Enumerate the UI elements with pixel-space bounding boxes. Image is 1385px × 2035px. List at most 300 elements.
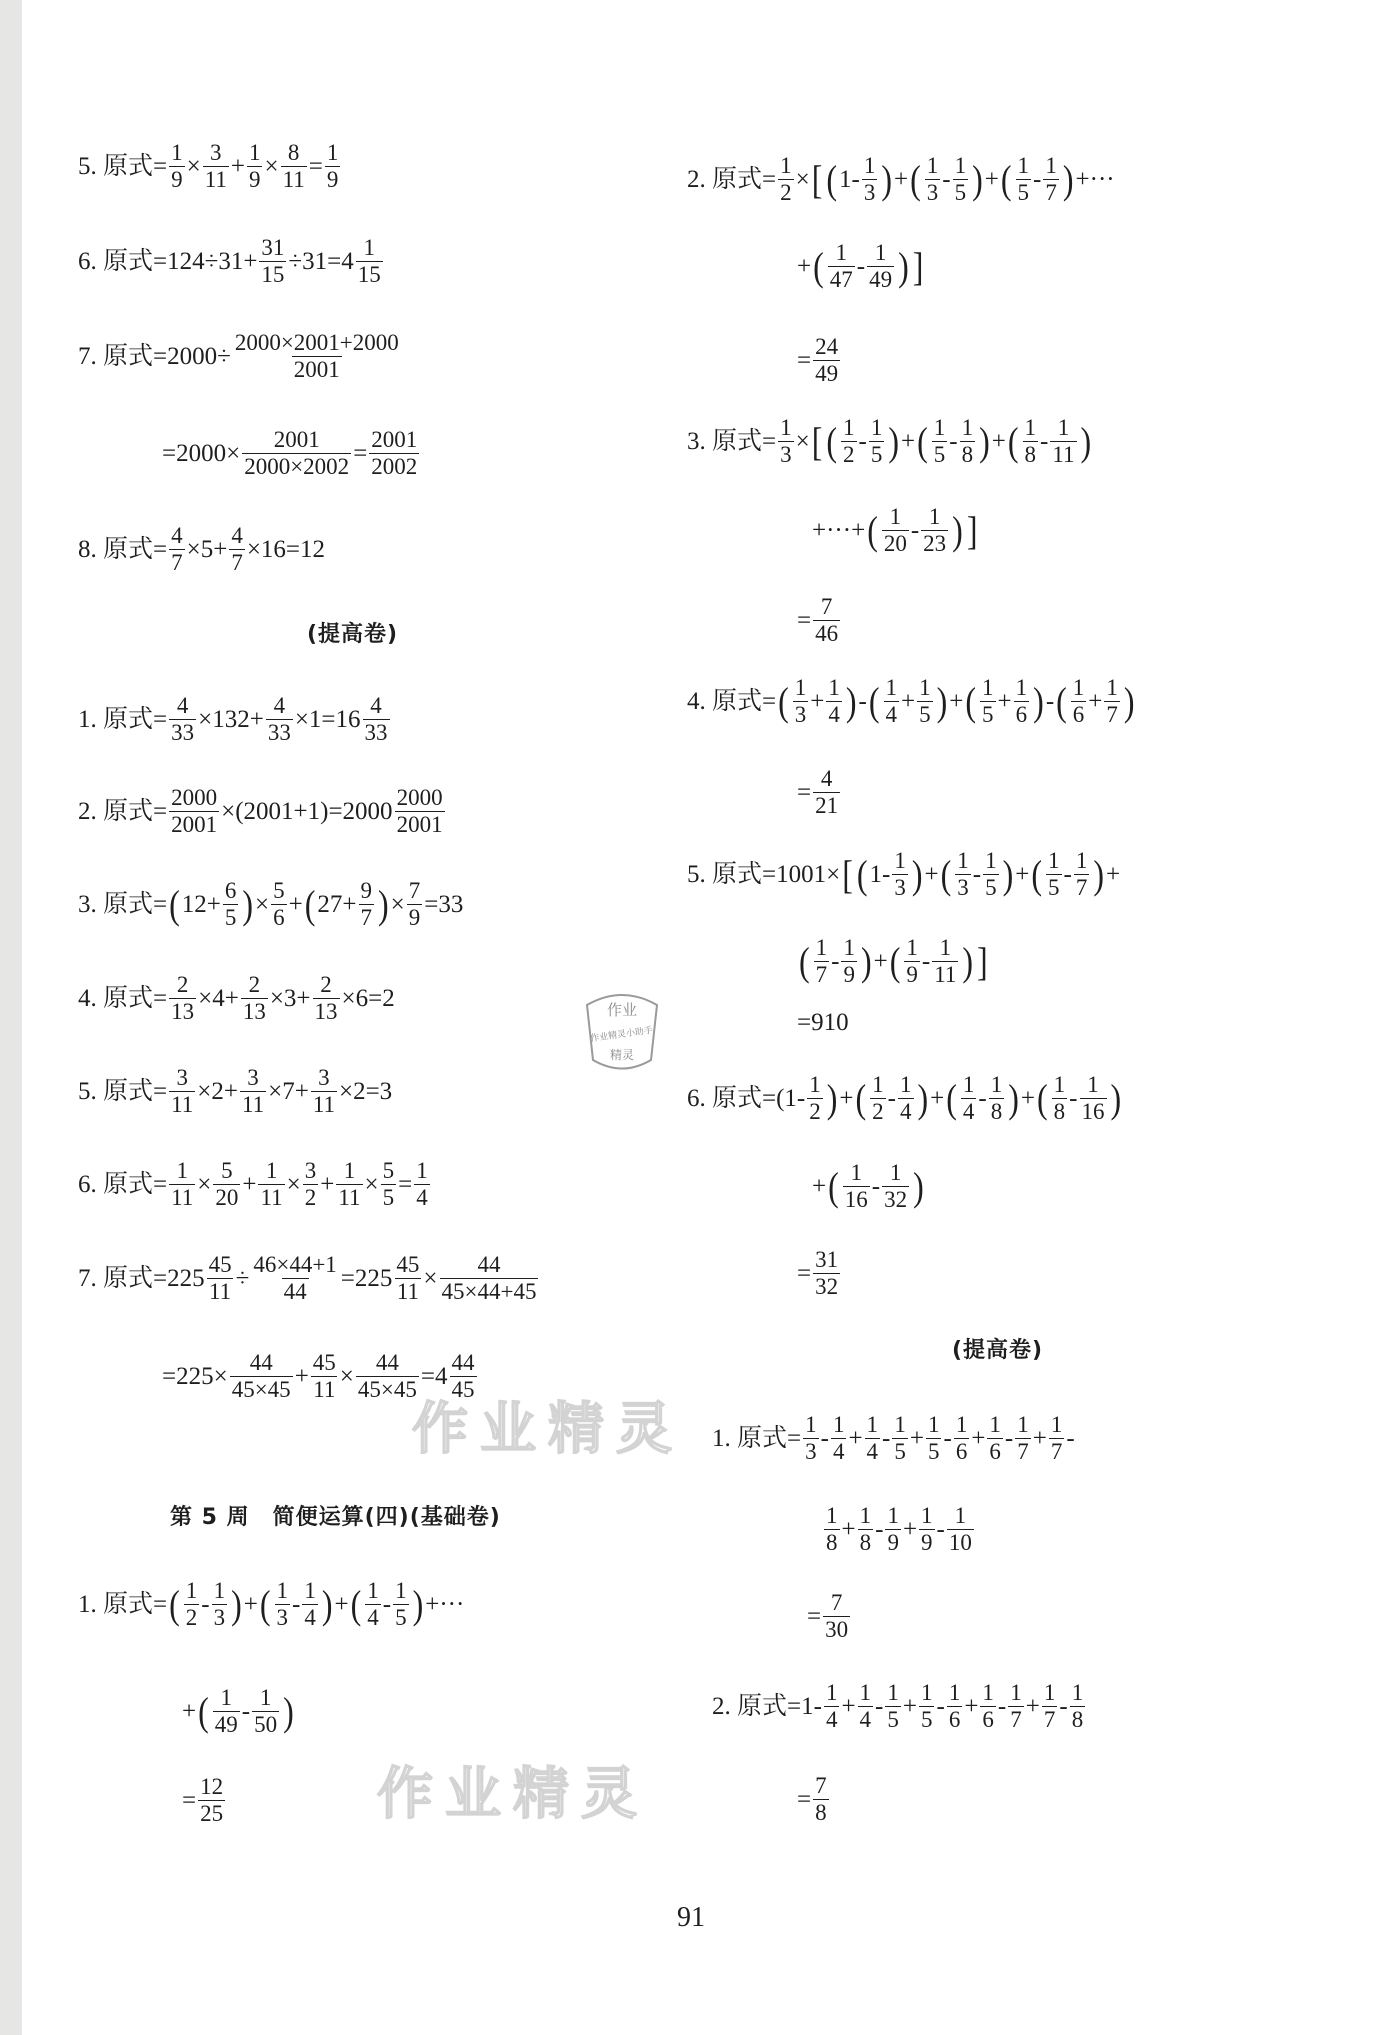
numerator: 7 (815, 1773, 827, 1798)
denominator: 4 (828, 701, 840, 727)
bracket-close: ] (912, 243, 924, 289)
denominator: 2 (185, 1604, 198, 1630)
denominator: 4 (304, 1604, 316, 1630)
denominator: 11 (171, 1184, 194, 1210)
op: + (839, 1084, 854, 1112)
denominator: 5 (933, 441, 946, 467)
denominator: 25 (200, 1800, 224, 1826)
denominator: 32 (815, 1273, 839, 1299)
numerator: 3 (210, 140, 222, 165)
denominator: 6 (1072, 701, 1085, 727)
numerator: 1 (887, 1503, 899, 1528)
denominator: 49 (214, 1711, 238, 1737)
numerator: 1 (171, 140, 183, 165)
label: 3. 原式= (687, 427, 777, 455)
paren-close: ) (911, 851, 923, 897)
denominator: 21 (815, 792, 839, 818)
op: ×6=2 (341, 984, 395, 1012)
op: ×2=3 (338, 1077, 393, 1105)
fraction (258, 1158, 284, 1211)
label: 2. 原式= (687, 165, 777, 193)
denominator: 7 (1050, 1438, 1063, 1464)
fraction (803, 1412, 819, 1465)
fraction (251, 1252, 338, 1305)
label: =2000× (162, 439, 241, 467)
denominator: 5 (985, 874, 997, 900)
paren-open: ( (867, 507, 878, 553)
numerator: 1 (304, 1578, 316, 1603)
op: - (871, 1172, 881, 1200)
numerator: 1 (957, 848, 969, 873)
denominator: 5 (1048, 874, 1060, 900)
fraction (917, 675, 933, 728)
numerator: 1 (926, 153, 939, 178)
op: + (902, 1515, 918, 1543)
op: ÷31=4 (288, 247, 354, 275)
op: - (292, 1590, 301, 1618)
numerator: 7 (408, 878, 421, 903)
denominator: 3 (957, 874, 969, 900)
op: ×1=16 (294, 705, 361, 733)
paren-close: ) (826, 1075, 838, 1121)
fraction (356, 235, 383, 288)
paren-close: ) (952, 507, 963, 553)
paren-open: ( (1056, 678, 1067, 724)
fraction (212, 1578, 228, 1631)
watermark-text: 作业精灵 (377, 1762, 649, 1827)
op: + (242, 1170, 257, 1198)
numerator: 1 (962, 1072, 975, 1097)
denominator: 7 (1045, 179, 1057, 205)
numerator: 3 (318, 1065, 330, 1090)
fraction (252, 1685, 279, 1738)
denominator: 2 (872, 1098, 884, 1124)
fraction (213, 1158, 240, 1211)
paren-open: ( (1007, 418, 1019, 464)
numerator: 1 (894, 848, 906, 873)
numerator: 1 (1075, 848, 1088, 873)
op: - (887, 1084, 896, 1112)
denominator: 4 (859, 1706, 872, 1732)
fraction (259, 235, 286, 288)
fraction (813, 1773, 829, 1826)
numerator: 2000 (396, 785, 443, 810)
numerator: 1 (939, 935, 952, 960)
op: + (1015, 860, 1030, 888)
numerator: 1 (343, 1158, 356, 1183)
label: 1. 原式= (712, 1424, 802, 1452)
denominator: 9 (921, 1529, 933, 1555)
numerator: 1 (928, 504, 941, 529)
op: - (997, 1692, 1007, 1720)
paren-open: ( (965, 678, 977, 724)
numerator: 2001 (371, 427, 418, 452)
denominator: 45×45 (231, 1376, 291, 1402)
numerator: 1 (982, 675, 994, 700)
fraction (980, 1680, 996, 1733)
denominator: 11 (241, 1091, 265, 1117)
op: +··· (1075, 165, 1115, 193)
paren-close: ) (917, 1075, 929, 1121)
denominator: 4 (962, 1098, 975, 1124)
answer-right-2-result (797, 334, 842, 387)
paren-close: ) (1093, 851, 1104, 897)
op: × (339, 1362, 354, 1390)
fraction (230, 1350, 293, 1403)
label: 7. 原式=2000÷ (78, 342, 231, 370)
op: + (334, 1590, 349, 1618)
paren-close: ) (1110, 1075, 1122, 1121)
op: + (949, 687, 964, 715)
denominator: 8 (961, 441, 974, 467)
numerator: 1 (843, 415, 855, 440)
op: + (930, 1084, 945, 1112)
label: 1. 原式= (78, 1590, 168, 1618)
denominator: 5 (920, 1706, 933, 1732)
paren-open: ( (826, 418, 838, 464)
numerator: 44 (375, 1350, 399, 1375)
denominator: 11 (338, 1184, 361, 1210)
fraction (169, 1065, 195, 1118)
numerator: 1 (843, 935, 855, 960)
fraction (407, 878, 423, 931)
denominator: 33 (364, 719, 388, 745)
numerator: 2 (248, 972, 261, 997)
op: ×2+ (197, 1077, 238, 1105)
op: ×4+ (198, 984, 239, 1012)
fraction (807, 1072, 823, 1125)
denominator: 5 (870, 441, 883, 467)
fraction (311, 1065, 337, 1118)
paren-close: ) (1062, 156, 1074, 202)
numerator: 1 (927, 1412, 940, 1437)
numerator: 1 (780, 415, 792, 440)
fraction (240, 1065, 266, 1118)
paren-close: ) (972, 156, 983, 202)
numerator: 1 (1072, 675, 1085, 700)
denominator: 32 (884, 1186, 908, 1212)
denominator: 6 (955, 1438, 968, 1464)
op: 27+ (317, 890, 357, 918)
answer-week5-1-result (182, 1774, 227, 1827)
bracket-open: [ (842, 851, 853, 897)
fraction (381, 1158, 397, 1211)
fraction (813, 766, 840, 819)
op: + (997, 687, 1012, 715)
fraction (828, 240, 855, 293)
numerator: 4 (273, 693, 286, 718)
paren-open: ( (940, 851, 952, 897)
op: + (901, 427, 916, 455)
numerator: 3 (247, 1065, 259, 1090)
fraction (885, 1680, 901, 1733)
numerator: 2000×2001+2000 (234, 330, 399, 355)
numerator: 1 (900, 1072, 912, 1097)
label: = (797, 778, 812, 806)
numerator: 1 (1015, 675, 1028, 700)
fraction (892, 1412, 908, 1465)
denominator: 5 (887, 1706, 899, 1732)
numerator: 1 (805, 1412, 817, 1437)
fraction (169, 972, 196, 1025)
op: + (873, 947, 888, 975)
denominator: 5 (382, 1184, 395, 1210)
section-heading-tigao-right (952, 1340, 1043, 1362)
denominator: 5 (395, 1604, 407, 1630)
denominator: 8 (990, 1098, 1003, 1124)
op: - (1004, 1424, 1014, 1452)
paren-open: ( (917, 418, 928, 464)
numerator: 1 (948, 1680, 961, 1705)
op: = (398, 1170, 413, 1198)
fraction (1071, 675, 1087, 728)
fraction (394, 1252, 421, 1305)
op: × (186, 152, 201, 180)
numerator: 1 (859, 1503, 872, 1528)
op: - (949, 427, 958, 455)
denominator: 7 (1017, 1438, 1029, 1464)
denominator: 9 (326, 166, 339, 192)
paren-close: ) (378, 881, 389, 927)
op: ×16=12 (246, 535, 326, 563)
label: 6. 原式=124÷31+ (78, 247, 258, 275)
numerator: 1 (889, 504, 902, 529)
op: + (909, 1424, 924, 1452)
fraction (925, 153, 941, 206)
denominator: 2001 (293, 356, 340, 382)
op: =33 (424, 890, 464, 918)
numerator: 1 (955, 1412, 968, 1437)
paren-open: ( (778, 678, 789, 724)
denominator: 6 (1015, 701, 1028, 727)
fraction (954, 1412, 970, 1465)
op: + (971, 1424, 986, 1452)
denominator: 2 (843, 441, 855, 467)
seal-bottom-text: 精灵 (609, 1048, 635, 1062)
answer-right-tigao-1-result (807, 1590, 852, 1643)
paren-close: ) (1123, 678, 1135, 724)
fraction (884, 675, 900, 728)
watermark-text: 作业精灵 (412, 1397, 684, 1462)
numerator: 46×44+1 (253, 1252, 337, 1277)
numerator: 1 (954, 153, 967, 178)
denominator: 3 (805, 1438, 817, 1464)
watermark (412, 1385, 684, 1465)
op: + (810, 687, 825, 715)
answer-tigao-5 (78, 1065, 392, 1118)
op: - (882, 1424, 891, 1452)
denominator: 4 (885, 701, 898, 727)
op: ÷ (235, 1264, 250, 1292)
answer-week5-1-cont (182, 1685, 296, 1738)
op: × (795, 427, 810, 455)
fraction (778, 415, 794, 468)
numerator: 44 (477, 1252, 501, 1277)
denominator: 11 (282, 166, 305, 192)
denominator: 5 (894, 1438, 906, 1464)
answer-right-4-result (797, 766, 842, 819)
answer-right-tigao-2 (712, 1680, 1087, 1733)
numerator: 2 (176, 972, 189, 997)
answer-left-6 (78, 235, 385, 288)
label: = (797, 346, 812, 374)
fraction (302, 1578, 318, 1631)
fraction (1080, 1072, 1107, 1125)
fraction (1070, 1680, 1086, 1733)
paren-close: ) (412, 1581, 424, 1627)
numerator: 3 (176, 1065, 188, 1090)
fraction (858, 1680, 874, 1733)
op: - (910, 516, 920, 544)
denominator: 6 (948, 1706, 961, 1732)
denominator: 7 (171, 549, 183, 575)
fraction (987, 1412, 1003, 1465)
denominator: 23 (923, 530, 947, 556)
numerator: 5 (221, 1158, 233, 1183)
bracket-close: ] (966, 507, 978, 553)
denominator: 2 (809, 1098, 821, 1124)
paren-close: ) (913, 1163, 924, 1209)
fraction (983, 848, 999, 901)
denominator: 11 (204, 166, 227, 192)
label: 1. 原式= (78, 705, 168, 733)
denominator: 47 (829, 266, 853, 292)
label: = (182, 1786, 197, 1814)
denominator: 8 (859, 1529, 872, 1555)
denominator: 33 (171, 719, 195, 745)
denominator: 8 (1071, 1706, 1084, 1732)
denominator: 9 (843, 961, 855, 987)
denominator: 8 (815, 1799, 827, 1825)
op: - (856, 252, 866, 280)
answer-right-6-result (797, 1247, 842, 1300)
seal-middle-text: 作业精灵小助手 (589, 1025, 654, 1045)
fraction (831, 1412, 847, 1465)
label: 8. 原式= (78, 535, 168, 563)
numerator: 1 (1057, 415, 1070, 440)
op: - (875, 1515, 884, 1543)
numerator: 1 (1053, 1072, 1066, 1097)
op: - (972, 860, 982, 888)
denominator: 20 (215, 1184, 239, 1210)
op: - (978, 1084, 987, 1112)
numerator: 31 (815, 1247, 839, 1272)
answer-right-tigao-2-result (797, 1773, 831, 1826)
numerator: 1 (894, 1412, 906, 1437)
op: + (894, 165, 909, 193)
fraction (207, 1252, 234, 1305)
fraction (1042, 1680, 1058, 1733)
fraction (892, 848, 908, 901)
op: + (1106, 860, 1121, 888)
op: - (1045, 687, 1055, 715)
numerator: 1 (985, 848, 997, 873)
op: - (943, 1424, 952, 1452)
op: - (201, 1590, 210, 1618)
numerator: 9 (360, 878, 373, 903)
fraction (869, 415, 885, 468)
denominator: 3 (213, 1604, 226, 1630)
denominator: 11 (396, 1278, 419, 1304)
denominator: 6 (273, 904, 285, 930)
fraction (363, 693, 390, 746)
label: + (182, 1697, 197, 1725)
numerator: 1 (835, 240, 848, 265)
denominator: 11 (312, 1091, 335, 1117)
op: ×3+ (269, 984, 311, 1012)
paren-open: ( (1037, 1075, 1048, 1121)
denominator: 9 (171, 166, 183, 192)
denominator: 3 (863, 179, 876, 205)
denominator: 15 (261, 261, 285, 287)
answer-right-4 (687, 675, 1137, 728)
answer-page (22, 0, 1385, 2035)
denominator: 9 (248, 166, 261, 192)
denominator: 4 (832, 1438, 845, 1464)
op: + (288, 890, 303, 918)
denominator: 11 (171, 1091, 194, 1117)
fraction (169, 140, 185, 193)
answer-tigao-6 (78, 1158, 432, 1211)
paren-close: ) (231, 1581, 242, 1627)
fraction (814, 935, 830, 988)
fraction (169, 1158, 195, 1211)
numerator: 1 (887, 1680, 899, 1705)
numerator: 1 (828, 675, 840, 700)
fraction (960, 415, 976, 468)
numerator: 1 (248, 140, 261, 165)
answer-right-2 (687, 153, 1115, 206)
numerator: 1 (961, 415, 974, 440)
numerator: 1 (885, 675, 898, 700)
paren-close: ) (936, 678, 948, 724)
denominator: 2 (304, 1184, 317, 1210)
op: + (1025, 1692, 1040, 1720)
numerator: 1 (220, 1685, 233, 1710)
numerator: 1 (1050, 1412, 1063, 1437)
label: 4. 原式= (78, 984, 168, 1012)
op: ×132+ (198, 705, 264, 733)
paren-open: ( (813, 243, 824, 289)
numerator: 1 (832, 1412, 845, 1437)
label: 5. 原式=1001× (687, 860, 841, 888)
answer-right-5-result (797, 1010, 849, 1035)
fraction (870, 1072, 886, 1125)
fraction (356, 1350, 419, 1403)
denominator: 4 (367, 1604, 379, 1630)
fraction (955, 848, 971, 901)
label: 6. 原式=(1- (687, 1084, 806, 1112)
paren-open: ( (826, 156, 838, 202)
numerator: 1 (859, 1680, 872, 1705)
denominator: 9 (408, 904, 421, 930)
denominator: 7 (1010, 1706, 1022, 1732)
numerator: 7 (820, 594, 833, 619)
denominator: 4 (825, 1706, 838, 1732)
numerator: 1 (1010, 1680, 1022, 1705)
numerator: 1 (920, 1680, 933, 1705)
denominator: 3 (780, 441, 792, 467)
label: 6. 原式= (78, 1170, 168, 1198)
denominator: 9 (887, 1529, 899, 1555)
numerator: 44 (451, 1350, 475, 1375)
denominator: 2000×2002 (244, 453, 350, 479)
op: + (924, 860, 939, 888)
numerator: 1 (176, 1158, 188, 1183)
op: ×5+ (186, 535, 228, 563)
fraction (359, 878, 375, 931)
fraction (303, 1158, 319, 1211)
